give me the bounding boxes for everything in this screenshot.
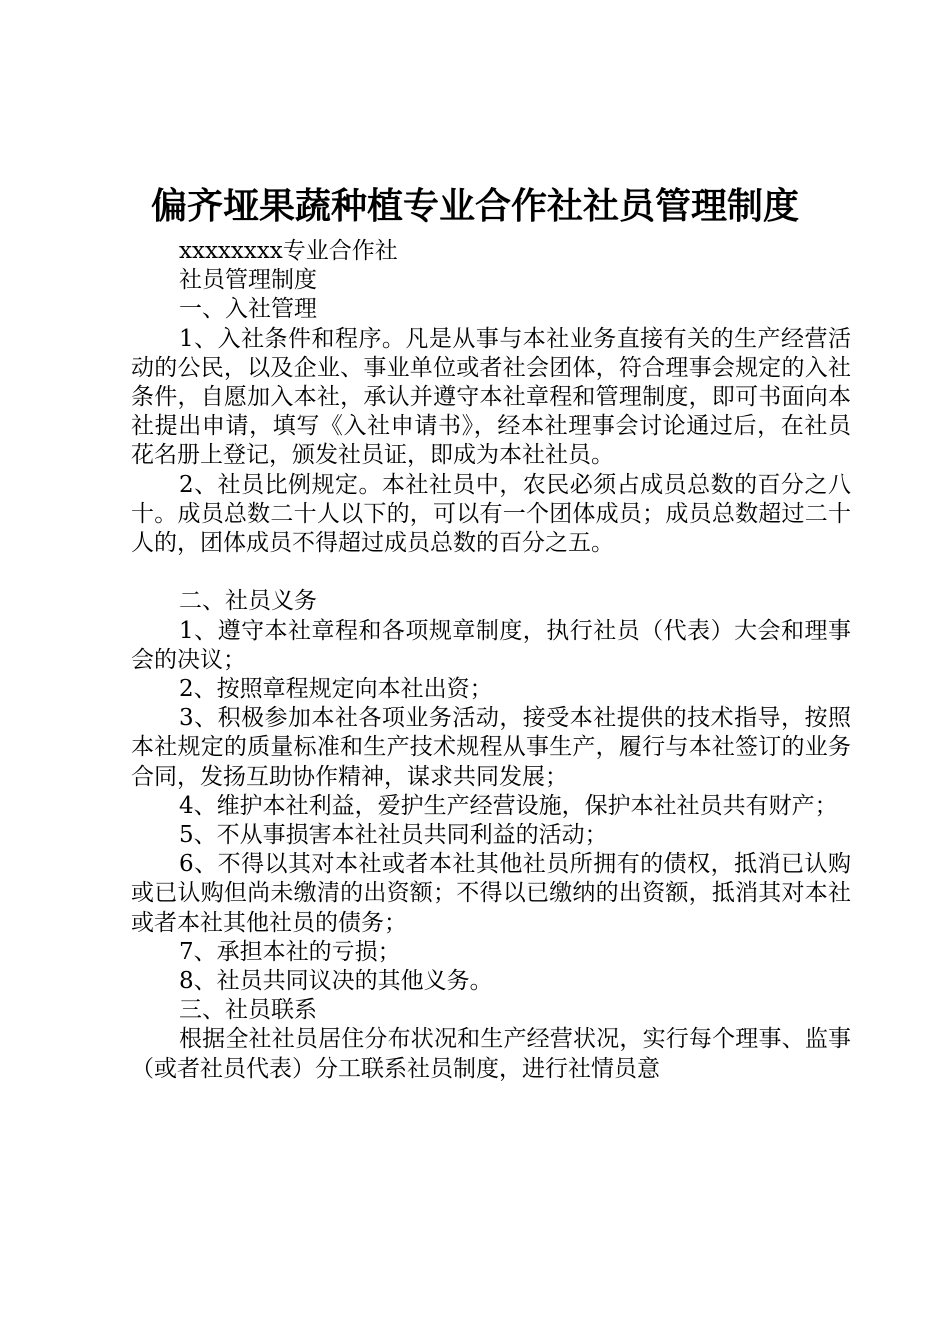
paragraph: 2、按照章程规定向本社出资； <box>179 676 493 703</box>
paragraph: 1、遵守本社章程和各项规章制度，执行社员（代表）大会和理事会的决议； <box>131 617 851 673</box>
paragraph: 4、维护本社利益，爱护生产经营设施，保护本社社员共有财产； <box>179 792 838 819</box>
section-heading-2: 二、社员义务 <box>179 588 317 615</box>
paragraph: 5、不从事损害本社社员共同利益的活动； <box>179 822 608 849</box>
subtitle-line: 社员管理制度 <box>179 267 317 294</box>
paragraph: 8、社员共同议决的其他义务。 <box>179 968 493 995</box>
section-heading-1: 一、入社管理 <box>179 296 317 323</box>
section-heading-3: 三、社员联系 <box>179 997 317 1024</box>
org-name-line: xxxxxxxx专业合作社 <box>179 238 398 264</box>
blank-line <box>131 558 851 587</box>
paragraph: 3、积极参加本社各项业务活动，接受本社提供的技术指导，按照本社规定的质量标准和生产技术规程从事生产，履行与本社签订的业务合同，发扬互助协作精神，谋求共同发展； <box>131 705 851 790</box>
paragraph: 2、社员比例规定。本社社员中，农民必须占成员总数的百分之八十。成员总数二十人以下的，可以有一个团体成员；成员总数超过二十人的，团体成员不得超过成员总数的百分之五。 <box>131 471 851 557</box>
paragraph: 根据全社社员居住分布状况和生产经营状况，实行每个理事、监事（或者社员代表）分工联系社员制度，进行社情员意 <box>131 1026 851 1082</box>
paragraph: 6、不得以其对本社或者本社其他社员所拥有的债权，抵消已认购或已认购但尚未缴清的出资额；不得以已缴纳的出资额，抵消其对本社或者本社其他社员的债务； <box>131 851 851 936</box>
document-body <box>131 237 851 1084</box>
document-title: 偏齐垭果蔬种植专业合作社社员管理制度 <box>150 186 799 227</box>
paragraph: 1、入社条件和程序。凡是从事与本社业务直接有关的生产经营活动的公民，以及企业、事业单位或者社会团体，符合理事会规定的入社条件，自愿加入本社，承认并遵守本社章程和管理制度，即可书面向本社提出申请，填写《入社申请书》，经本社理事会讨论通过后，在社员花名册上登记，颁发社员证，即成为本社社员。 <box>131 325 851 469</box>
paragraph: 7、承担本社的亏损； <box>179 938 401 965</box>
